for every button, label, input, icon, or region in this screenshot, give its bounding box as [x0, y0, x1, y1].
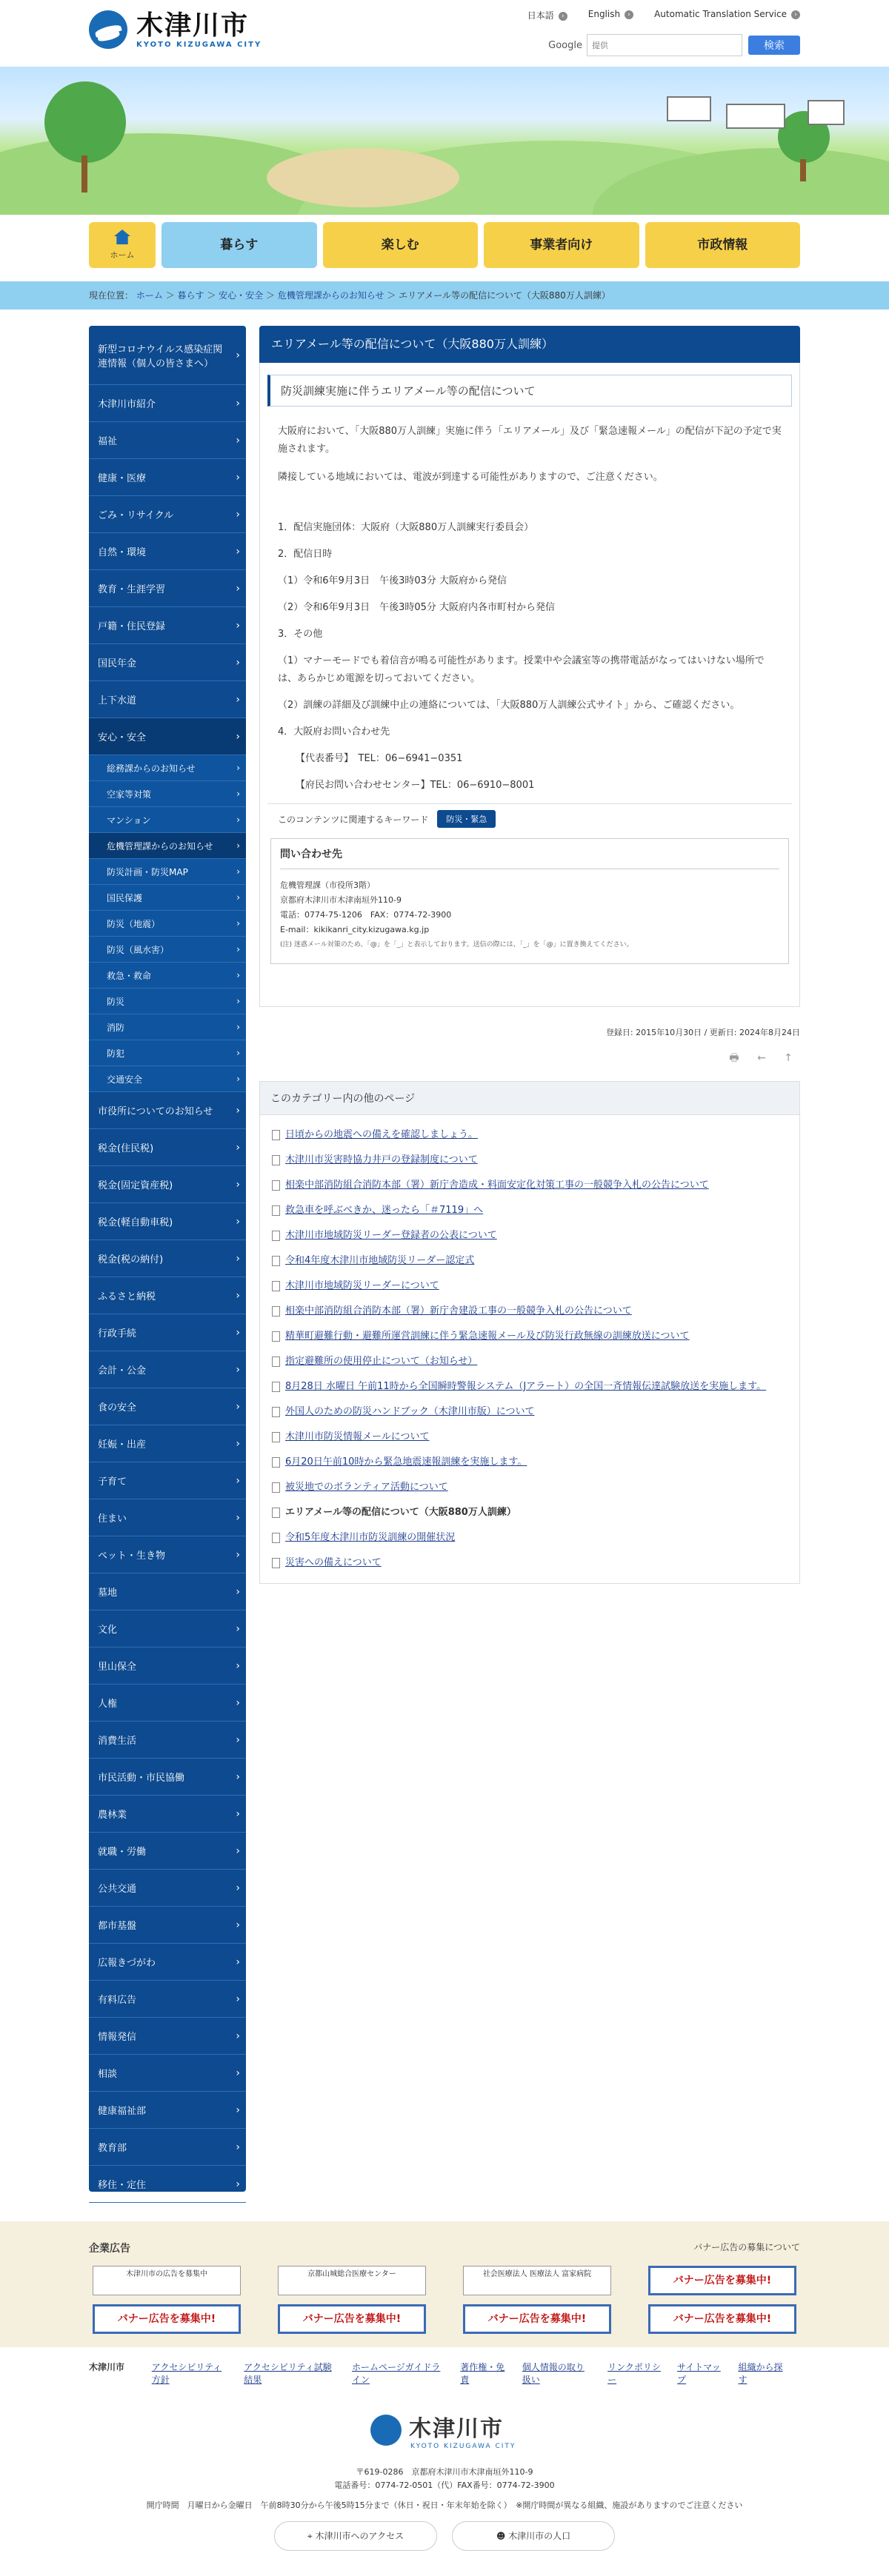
ad-banner[interactable]: バナー広告を募集中! — [648, 2266, 796, 2295]
sidebar-item[interactable]: 農林業 › — [89, 1796, 246, 1833]
sidebar-item-open[interactable]: 安心・安全 › — [89, 718, 246, 755]
footer-link[interactable]: アクセシビリティ方針 — [151, 2362, 222, 2385]
logo-title: 木津川市 — [136, 10, 250, 41]
footer-link[interactable]: 組織から探す — [738, 2362, 783, 2385]
arrow-icon: › — [559, 12, 567, 21]
global-nav — [89, 222, 800, 268]
sidebar-item[interactable]: 税金(固定資産税) › — [89, 1166, 246, 1203]
related-page-item — [270, 1148, 789, 1173]
logo-subtitle: KYOTO KIZUGAWA CITY — [136, 40, 262, 49]
keyword-tag[interactable]: 防災・緊急 — [437, 810, 496, 828]
ads-recruit-link[interactable]: バナー広告の募集について — [693, 2242, 800, 2252]
ad-banner[interactable]: バナー広告を募集中! — [278, 2304, 426, 2334]
related-page-item — [270, 1399, 789, 1425]
article-paragraph: 大阪府において、「大阪880万人訓練」実施に伴う「エリアメール」及び「緊急速報メール」の配信が下記の予定で実施されます。 — [278, 426, 782, 455]
related-page-item: エリアメール等の配信について（大阪880万人訓練） — [270, 1500, 789, 1525]
related-page-item — [270, 1425, 789, 1450]
sidebar-item[interactable]: 戸籍・住民登録 › — [89, 607, 246, 644]
sidebar-item[interactable]: 相談 › — [89, 2055, 246, 2092]
article-list: 1．配信実施団体：大阪府（大阪880万人訓練実行委員会） 2．配信日時 （1）令和6年9月3日 午後3時03分 大阪府から発信 （2）令和6年9月3日 午後3時05分 大阪府内各市町村から発信 3．その他 （1）マナーモードでも着信音が鳴る可能性があります。授業中や会議室等の携帯電話がなってはいけない場所では、あらかじめ電源を切っておいてください。 （2）訓練の詳細及び訓練中止の連絡については、「大阪880万人訓練公式サイト」から、ご確認ください。 4．大阪府お問い合わせ先 【代表番号】 TEL：06−6941−0351 【府民お問い合わせセンター】TEL：06−6910−8001 — [278, 522, 765, 791]
related-page-item — [270, 1475, 789, 1500]
related-page-link[interactable]: 指定避難所の使用停止について（お知らせ） — [285, 1356, 478, 1367]
sidebar-subitem[interactable]: 防災 › — [89, 988, 246, 1014]
nav-business[interactable]: 事業者向け — [484, 222, 639, 268]
access-button[interactable]: ⌖ 木津川市へのアクセス — [274, 2521, 437, 2551]
breadcrumb-current: エリアメール等の配信について（大阪880万人訓練） — [399, 290, 610, 301]
translation-link[interactable]: Automatic Translation Service › — [654, 9, 800, 21]
related-page-link[interactable]: 木津川市災害時協力井戸の登録制度について — [285, 1154, 478, 1165]
related-page-link[interactable]: 8月28日 水曜日 午前11時から全国瞬時警報システム（Jアラート）の全国一斉情報伝達試験放送を実施します。 — [285, 1381, 767, 1392]
sidebar-subitem[interactable]: 救急・救命 › — [89, 963, 246, 988]
nav-enjoy[interactable]: 楽しむ — [323, 222, 479, 268]
related-page-item — [270, 1525, 789, 1550]
sidebar-item[interactable]: 福祉 › — [89, 422, 246, 459]
sidebar-item[interactable]: 文化 › — [89, 1610, 246, 1647]
breadcrumb-safety[interactable]: 安心・安全 — [219, 290, 264, 301]
sidebar-subitem[interactable]: 空家等対策 › — [89, 781, 246, 807]
related-page-item — [270, 1324, 789, 1349]
sidebar-item[interactable]: 教育・生涯学習 › — [89, 570, 246, 607]
related-pages — [259, 1081, 800, 1584]
keywords: このコンテンツに関連するキーワード 防災・緊急 — [267, 803, 792, 834]
breadcrumb-home[interactable]: ホーム — [136, 290, 163, 301]
sidebar-item[interactable]: 都市基盤 › — [89, 1907, 246, 1944]
city-emblem-icon — [89, 10, 127, 49]
ads-section — [0, 2221, 889, 2347]
footer-address: 〒619-0286 京都府木津川市木津南垣外110-9 電話番号：0774-72-0501（代）FAX番号：0774-72-3900 — [334, 2467, 555, 2490]
article-paragraph: 隣接している地域においては、電波が到達する可能性がありますので、ご注意ください。 — [278, 472, 663, 483]
footer-link[interactable]: アクセシビリティ試験結果 — [244, 2362, 332, 2385]
related-title: このカテゴリー内の他のページ — [260, 1082, 799, 1115]
footer-links: 木津川市 アクセシビリティ方針 アクセシビリティ試験結果 ホームページガイドライン 著作権・免責 個人情報の取り扱い リンクポリシー サイトマップ 組織から探す — [89, 2361, 800, 2386]
sidebar-item[interactable]: 食の安全 › — [89, 1388, 246, 1425]
sidebar-item[interactable]: 税金(税の納付) › — [89, 1240, 246, 1277]
footer-hours: 開庁時間 月曜日から金曜日 午前8時30分から午後5時15分まで（休日・祝日・年末年始を除く） ※開庁時間が異なる組織、施設がありますのでご注意ください — [146, 2500, 743, 2510]
sidebar-item[interactable]: 妊娠・出産 › — [89, 1425, 246, 1462]
sidebar-subitem[interactable]: 危機管理課からのお知らせ › — [89, 833, 246, 859]
sidebar-item[interactable]: 人権 › — [89, 1685, 246, 1722]
sidebar-subitem[interactable]: 交通安全 › — [89, 1066, 246, 1092]
nav-city-info[interactable]: 市政情報 — [645, 222, 801, 268]
page-tools[interactable]: 🖶 ← ↑ — [729, 1052, 800, 1064]
related-page-link[interactable]: 令和5年度木津川市防災訓練の開催状況 — [285, 1532, 456, 1543]
related-page-item — [270, 1349, 789, 1374]
related-page-link[interactable]: 救急車を呼ぶべきか、迷ったら「＃7119」へ — [285, 1205, 484, 1216]
sidebar-item[interactable]: 木津川市紹介 › — [89, 385, 246, 422]
sidebar-item[interactable]: 移住・定住 › — [89, 2166, 246, 2203]
search-button[interactable]: 検索 — [748, 36, 800, 55]
related-page-link[interactable]: 木津川市地域防災リーダー登録者の公表について — [285, 1230, 497, 1241]
sidebar-subitem[interactable]: 防犯 › — [89, 1040, 246, 1066]
sidebar-item[interactable]: 住まい › — [89, 1499, 246, 1536]
related-page-item — [270, 1274, 789, 1299]
related-page-link[interactable]: 日頃からの地震への備えを確認しましょう。 — [285, 1129, 479, 1140]
sidebar-item[interactable]: 里山保全 › — [89, 1647, 246, 1685]
sidebar-item[interactable]: 教育部 › — [89, 2129, 246, 2166]
related-page-link[interactable]: 災害への備えについて — [285, 1557, 382, 1568]
sidebar-subitem[interactable]: 防災（風水害） › — [89, 937, 246, 963]
ads-label: 企業広告 — [89, 2243, 130, 2255]
sidebar-item[interactable]: 税金(住民税) › — [89, 1129, 246, 1166]
sidebar-subitem[interactable]: 消防 › — [89, 1014, 246, 1040]
sidebar-subitem[interactable]: 防災（地震） › — [89, 911, 246, 937]
sidebar-item[interactable]: 市役所についてのお知らせ › — [89, 1092, 246, 1129]
related-page-link[interactable]: 6月20日午前10時から緊急地震速報訓練を実施します。 — [285, 1456, 527, 1468]
sidebar-item[interactable]: 公共交通 › — [89, 1870, 246, 1907]
breadcrumb: 現在位置： ホーム ＞ 暮らす ＞ 安心・安全 ＞ 危機管理課からのお知らせ ＞ エリアメール等の配信について（大阪880万人訓練） — [0, 281, 889, 310]
google-logo: Google — [548, 39, 582, 51]
sidebar-item[interactable]: 市民活動・市民協働 › — [89, 1759, 246, 1796]
sidebar-item[interactable]: 広報きづがわ › — [89, 1944, 246, 1981]
related-page-link[interactable]: 被災地でのボランティア活動について — [285, 1482, 448, 1493]
ad-banner[interactable]: 社会医療法人 医療法人 富家病院 — [463, 2266, 611, 2295]
related-page-item — [270, 1248, 789, 1274]
footer-link[interactable]: リンクポリシー — [607, 2362, 661, 2385]
nav-home[interactable]: ホーム — [89, 222, 156, 268]
article-body — [259, 363, 800, 1007]
site-header — [0, 0, 889, 67]
people-icon: ☻ — [496, 2531, 509, 2541]
sidebar-item[interactable]: 国民年金 › — [89, 644, 246, 681]
contact-box: 問い合わせ先 危機管理課（市役所3階） 京都府木津川市木津南垣外110-9 電話：0774-75-1206 FAX：0774-72-3900 E-mail：kikikanri_city.kizugawa.kg.jp (注) 迷惑メール対策のため、「@」を「_」と表示しております。送信の際には、「_」を「@」に置き換えてください。 — [270, 838, 789, 964]
related-page-item — [270, 1173, 789, 1198]
city-emblem-icon — [370, 2415, 402, 2446]
sidebar-item[interactable]: 墓地 › — [89, 1573, 246, 1610]
related-page-link[interactable]: 相楽中部消防組合消防本部（署）新庁舎建設工事の一般競争入札の公告について — [285, 1305, 632, 1317]
related-page-link[interactable]: 木津川市防災情報メールについて — [285, 1431, 430, 1442]
breadcrumb-crisis[interactable]: 危機管理課からのお知らせ — [277, 290, 384, 301]
ad-banner[interactable]: バナー広告を募集中! — [93, 2304, 241, 2334]
ad-banner[interactable]: 木津川市の広告を募集中 — [93, 2266, 241, 2295]
sidebar-item[interactable]: ペット・生き物 › — [89, 1536, 246, 1573]
sidebar-item[interactable]: 上下水道 › — [89, 681, 246, 718]
related-page-item — [270, 1374, 789, 1399]
sidebar-item[interactable]: 新型コロナウイルス感染症関連情報（個人の皆さまへ） › — [89, 326, 246, 385]
article-heading: 防災訓練実施に伴うエリアメール等の配信について — [267, 375, 792, 407]
sidebar-item[interactable]: 税金(軽自動車税) › — [89, 1203, 246, 1240]
sidebar-subitem[interactable]: 国民保護 › — [89, 885, 246, 911]
sidebar-item[interactable]: 自然・環境 › — [89, 533, 246, 570]
footer-link[interactable]: 個人情報の取り扱い — [522, 2362, 585, 2385]
sidebar-item[interactable]: 消費生活 › — [89, 1722, 246, 1759]
arrow-icon: › — [625, 10, 633, 19]
population-button[interactable]: ☻ 木津川市の人口 — [452, 2521, 615, 2551]
nav-living[interactable]: 暮らす — [162, 222, 317, 268]
site-search — [548, 34, 800, 56]
ad-banner[interactable]: バナー広告を募集中! — [648, 2304, 796, 2334]
page-title: エリアメール等の配信について（大阪880万人訓練） — [259, 326, 800, 363]
sidebar-subitem[interactable]: 防災計画・防災MAP › — [89, 859, 246, 885]
related-page-link[interactable]: 木津川市地域防災リーダーについて — [285, 1280, 439, 1291]
footer-link[interactable]: ホームページガイドライン — [351, 2362, 441, 2385]
main-content — [259, 326, 800, 1584]
hero-illustration — [0, 67, 889, 215]
related-page-item — [270, 1450, 789, 1475]
related-page-item — [270, 1550, 789, 1576]
lang-link-japanese[interactable]: 日本語 › — [527, 9, 567, 21]
sidebar-item[interactable]: 行政手続 › — [89, 1314, 246, 1351]
sidebar-item[interactable]: 情報発信 › — [89, 2018, 246, 2055]
ad-banner[interactable]: バナー広告を募集中! — [463, 2304, 611, 2334]
footer-logo: 木津川市 KYOTO KIZUGAWA CITY — [370, 2410, 516, 2450]
sidebar-item[interactable]: 就職・労働 › — [89, 1833, 246, 1870]
arrow-icon: › — [791, 10, 800, 19]
footer-link[interactable]: 著作権・免責 — [460, 2362, 505, 2385]
sidebar-item[interactable]: ふるさと納税 › — [89, 1277, 246, 1314]
breadcrumb-living[interactable]: 暮らす — [177, 290, 204, 301]
related-page-link[interactable]: 相楽中部消防組合消防本部（署）新庁舎造成・料面安定化対策工事の一般競争入札の公告について — [285, 1180, 709, 1191]
related-page-link[interactable]: 令和4年度木津川市地域防災リーダー認定式 — [285, 1255, 475, 1266]
home-icon — [114, 230, 130, 244]
sidebar-subitem[interactable]: 総務課からのお知らせ › — [89, 755, 246, 781]
related-page-link[interactable]: 外国人のための防災ハンドブック（木津川市版）について — [285, 1406, 535, 1417]
footer-link[interactable]: サイトマップ — [677, 2362, 721, 2385]
lang-link-english[interactable]: English › — [588, 9, 633, 21]
ad-banner[interactable]: 京都山城総合医療センター — [278, 2266, 426, 2295]
sidebar-item[interactable]: 有料広告 › — [89, 1981, 246, 2018]
sidebar-subitem[interactable]: マンション › — [89, 807, 246, 833]
related-page-item — [270, 1123, 789, 1148]
map-pin-icon: ⌖ — [307, 2531, 316, 2541]
sidebar-item[interactable]: ごみ・リサイクル › — [89, 496, 246, 533]
sidebar-item[interactable]: 健康福祉部 › — [89, 2092, 246, 2129]
related-page-item — [270, 1299, 789, 1324]
sidebar-menu — [89, 326, 246, 2192]
related-page-item — [270, 1198, 789, 1223]
search-input[interactable] — [587, 34, 742, 56]
sidebar-item[interactable]: 会計・公金 › — [89, 1351, 246, 1388]
contact-title: 問い合わせ先 — [280, 846, 779, 869]
site-logo[interactable] — [89, 10, 262, 49]
sidebar-item[interactable]: 子育て › — [89, 1462, 246, 1499]
related-page-item — [270, 1223, 789, 1248]
related-page-link[interactable]: 精華町避難行動・避難所運営訓練に伴う緊急速報メール及び防災行政無線の訓練放送について — [285, 1331, 690, 1342]
language-links — [527, 9, 800, 21]
sidebar-item[interactable]: 健康・医療 › — [89, 459, 246, 496]
page-dates: 登録日: 2015年10月30日 / 更新日: 2024年8月24日 — [605, 1028, 800, 1037]
